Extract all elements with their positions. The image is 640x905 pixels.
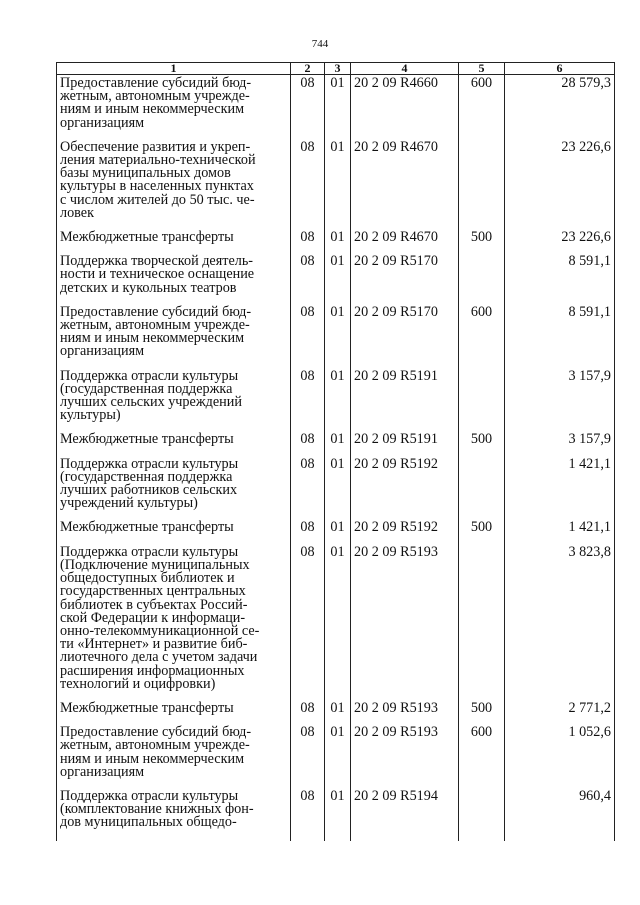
cell-subsection: 01 bbox=[325, 790, 351, 841]
cell-section: 08 bbox=[291, 141, 325, 231]
cell-subsection: 01 bbox=[325, 255, 351, 306]
cell-subsection: 01 bbox=[325, 546, 351, 702]
cell-amount: 28 579,3 bbox=[505, 75, 615, 141]
cell-subsection: 01 bbox=[325, 458, 351, 522]
cell-amount: 1 052,6 bbox=[505, 726, 615, 790]
cell-amount: 1 421,1 bbox=[505, 521, 615, 545]
cell-expense-type: 500 bbox=[459, 231, 505, 255]
cell-name: Поддержка отрасли культуры (Подключение муниципальных общедоступных библиотек и государственных центральных библиотек в субъектах Россий- ской Федерации к информаци- онно-телекоммуникационной се- ти «Интернет» и развитие биб- лиотечного дела с учетом задачи расширения информационных технологий и оцифровки) bbox=[57, 546, 291, 702]
cell-section: 08 bbox=[291, 458, 325, 522]
table-row bbox=[57, 433, 615, 457]
cell-section: 08 bbox=[291, 255, 325, 306]
table-header-row bbox=[57, 63, 615, 75]
budget-table bbox=[56, 62, 615, 841]
cell-expense-type bbox=[459, 790, 505, 841]
cell-target-article: 20 2 09 R5192 bbox=[351, 458, 459, 522]
column-header-5: 5 bbox=[459, 63, 505, 75]
table-row bbox=[57, 458, 615, 522]
cell-target-article: 20 2 09 R5170 bbox=[351, 255, 459, 306]
cell-name: Межбюджетные трансферты bbox=[57, 433, 291, 457]
cell-name: Поддержка творческой деятель- ности и техническое оснащение детских и кукольных театров bbox=[57, 255, 291, 306]
cell-target-article: 20 2 09 R5193 bbox=[351, 726, 459, 790]
cell-amount: 1 421,1 bbox=[505, 458, 615, 522]
cell-name: Межбюджетные трансферты bbox=[57, 521, 291, 545]
cell-amount: 23 226,6 bbox=[505, 141, 615, 231]
cell-target-article: 20 2 09 R5193 bbox=[351, 702, 459, 726]
cell-amount: 3 157,9 bbox=[505, 433, 615, 457]
column-header-4: 4 bbox=[351, 63, 459, 75]
cell-section: 08 bbox=[291, 370, 325, 434]
cell-section: 08 bbox=[291, 702, 325, 726]
cell-subsection: 01 bbox=[325, 702, 351, 726]
cell-amount: 3 157,9 bbox=[505, 370, 615, 434]
table-row bbox=[57, 546, 615, 702]
cell-expense-type bbox=[459, 546, 505, 702]
cell-target-article: 20 2 09 R5191 bbox=[351, 370, 459, 434]
cell-name: Поддержка отрасли культуры (государственная поддержка лучших работников сельских учреждений культуры) bbox=[57, 458, 291, 522]
cell-section: 08 bbox=[291, 726, 325, 790]
table-row bbox=[57, 702, 615, 726]
cell-section: 08 bbox=[291, 306, 325, 370]
cell-section: 08 bbox=[291, 75, 325, 141]
cell-section: 08 bbox=[291, 546, 325, 702]
table-row bbox=[57, 790, 615, 841]
cell-name: Межбюджетные трансферты bbox=[57, 702, 291, 726]
cell-target-article: 20 2 09 R5193 bbox=[351, 546, 459, 702]
cell-target-article: 20 2 09 R5191 bbox=[351, 433, 459, 457]
cell-expense-type: 500 bbox=[459, 433, 505, 457]
column-header-3: 3 bbox=[325, 63, 351, 75]
cell-target-article: 20 2 09 R5194 bbox=[351, 790, 459, 841]
cell-name: Предоставление субсидий бюд- жетным, автономным учрежде- ниям и иным некоммерческим организациям bbox=[57, 306, 291, 370]
cell-expense-type bbox=[459, 458, 505, 522]
cell-expense-type: 500 bbox=[459, 521, 505, 545]
cell-expense-type bbox=[459, 255, 505, 306]
cell-expense-type bbox=[459, 370, 505, 434]
cell-expense-type: 600 bbox=[459, 306, 505, 370]
cell-name: Предоставление субсидий бюд- жетным, автономным учрежде- ниям и иным некоммерческим организациям bbox=[57, 75, 291, 141]
cell-target-article: 20 2 09 R5192 bbox=[351, 521, 459, 545]
cell-expense-type: 600 bbox=[459, 726, 505, 790]
cell-target-article: 20 2 09 R4670 bbox=[351, 231, 459, 255]
cell-amount: 2 771,2 bbox=[505, 702, 615, 726]
table-row bbox=[57, 75, 615, 141]
cell-section: 08 bbox=[291, 790, 325, 841]
cell-subsection: 01 bbox=[325, 726, 351, 790]
table-row bbox=[57, 370, 615, 434]
table-row bbox=[57, 231, 615, 255]
table-row bbox=[57, 141, 615, 231]
cell-section: 08 bbox=[291, 433, 325, 457]
cell-subsection: 01 bbox=[325, 433, 351, 457]
cell-amount: 960,4 bbox=[505, 790, 615, 841]
table-row bbox=[57, 726, 615, 790]
cell-subsection: 01 bbox=[325, 370, 351, 434]
cell-target-article: 20 2 09 R4670 bbox=[351, 141, 459, 231]
cell-subsection: 01 bbox=[325, 141, 351, 231]
cell-amount: 23 226,6 bbox=[505, 231, 615, 255]
cell-section: 08 bbox=[291, 231, 325, 255]
column-header-1: 1 bbox=[57, 63, 291, 75]
cell-name: Обеспечение развития и укреп- ления материально-технической базы муниципальных домов культуры в населенных пунктах с числом жителей до 50 тыс. че- ловек bbox=[57, 141, 291, 231]
table-row bbox=[57, 255, 615, 306]
cell-subsection: 01 bbox=[325, 231, 351, 255]
cell-subsection: 01 bbox=[325, 75, 351, 141]
cell-subsection: 01 bbox=[325, 306, 351, 370]
cell-name: Поддержка отрасли культуры (комплектование книжных фон- дов муниципальных общедо- bbox=[57, 790, 291, 841]
table-row bbox=[57, 306, 615, 370]
cell-target-article: 20 2 09 R5170 bbox=[351, 306, 459, 370]
cell-amount: 3 823,8 bbox=[505, 546, 615, 702]
cell-name: Межбюджетные трансферты bbox=[57, 231, 291, 255]
cell-amount: 8 591,1 bbox=[505, 306, 615, 370]
cell-name: Поддержка отрасли культуры (государственная поддержка лучших сельских учреждений культуры) bbox=[57, 370, 291, 434]
cell-name: Предоставление субсидий бюд- жетным, автономным учрежде- ниям и иным некоммерческим организациям bbox=[57, 726, 291, 790]
cell-expense-type bbox=[459, 141, 505, 231]
column-header-6: 6 bbox=[505, 63, 615, 75]
page-number: 744 bbox=[311, 38, 329, 50]
cell-amount: 8 591,1 bbox=[505, 255, 615, 306]
column-header-2: 2 bbox=[291, 63, 325, 75]
cell-expense-type: 500 bbox=[459, 702, 505, 726]
cell-target-article: 20 2 09 R4660 bbox=[351, 75, 459, 141]
table-row bbox=[57, 521, 615, 545]
cell-section: 08 bbox=[291, 521, 325, 545]
cell-expense-type: 600 bbox=[459, 75, 505, 141]
cell-subsection: 01 bbox=[325, 521, 351, 545]
table-body bbox=[57, 75, 615, 841]
